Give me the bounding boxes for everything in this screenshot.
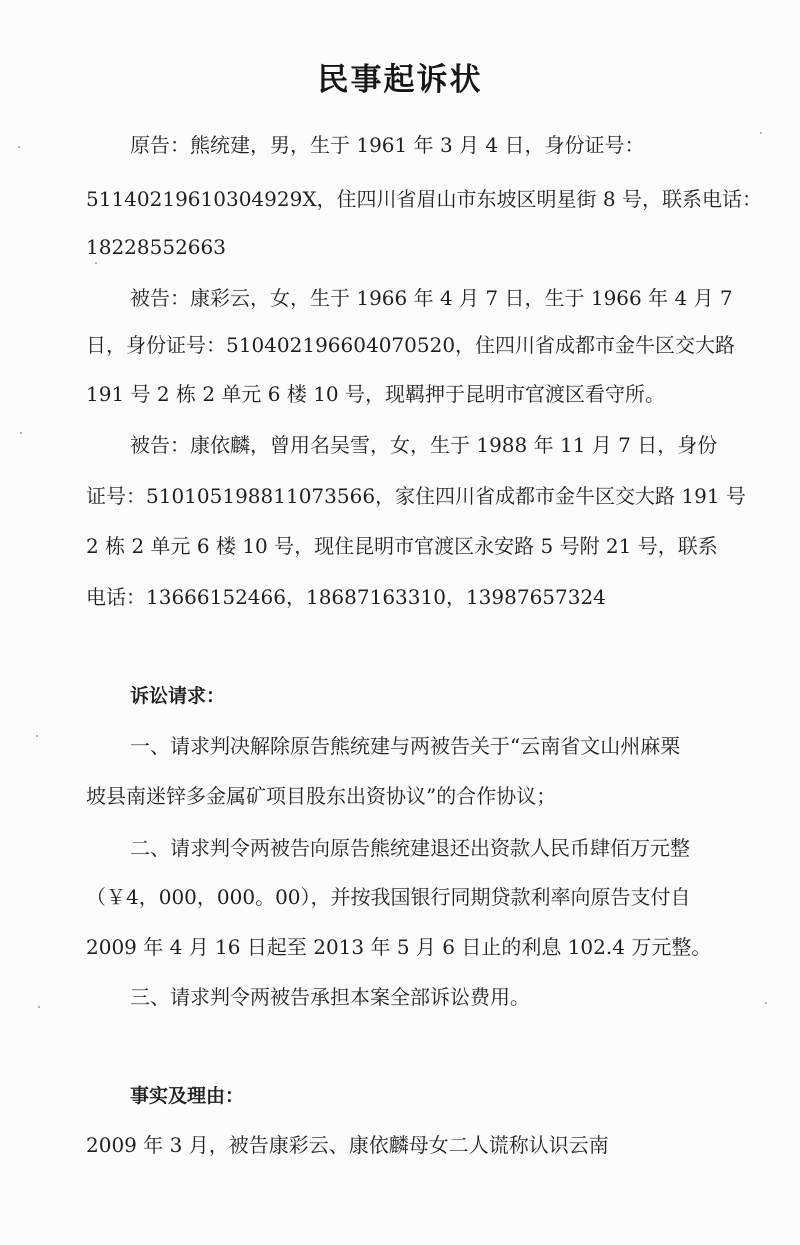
scan-speck [765,1002,767,1004]
defendant-1-line-1: 被告：康彩云，女，生于 1966 年 4 月 7 日，生于 1966 年 4 月 7 [130,286,733,310]
scan-speck [18,146,20,148]
claim-line: 二、请求判令两被告向原告熊统建退还出资款人民币肆佰万元整 [130,836,690,860]
scan-speck [760,132,762,134]
document-title: 民事起诉状 [317,62,483,98]
facts-heading: 事实及理由： [130,1085,245,1107]
defendant-1-line-3: 191 号 2 栋 2 单元 6 楼 10 号，现羁押于昆明市官渡区看守所。 [86,382,666,406]
defendant-2-line-4: 电话：13666152466，18687163310，13987657324 [86,585,606,609]
scan-speck [38,1006,40,1008]
defendant-2-line-3: 2 栋 2 单元 6 楼 10 号，现住昆明市官渡区永安路 5 号附 21 号，联系 [86,534,718,558]
scan-speck [36,735,38,737]
scan-speck [20,432,22,434]
defendant-1-line-2: 日，身份证号：510402196604070520，住四川省成都市金牛区交大路 [86,333,736,357]
facts-line: 2009 年 3 月，被告康彩云、康依麟母女二人谎称认识云南 [86,1133,609,1157]
plaintiff-line-2: 51140219610304929X，住四川省眉山市东坡区明星街 8 号，联系电话： [86,187,762,211]
claim-line: 一、请求判决解除原告熊统建与两被告关于“云南省文山州麻栗 [130,734,681,758]
claim-line: 2009 年 4 月 16 日起至 2013 年 5 月 6 日止的利息 102.4 万元整。 [86,935,712,959]
defendant-2-line-2: 证号：510105198811073566，家住四川省成都市金牛区交大路 191 号 [86,484,746,508]
plaintiff-line-3: 18228552663 [86,235,226,259]
claim-line: （￥4，000，000。00），并按我国银行同期贷款利率向原告支付自 [86,885,691,909]
defendant-2-line-1: 被告：康依麟，曾用名吴雪，女，生于 1988 年 11 月 7 日，身份 [130,433,718,457]
claim-line: 坡县南迷锌多金属矿项目股东出资协议”的合作协议； [86,784,557,808]
claim-line: 三、请求判令两被告承担本案全部诉讼费用。 [130,985,530,1009]
plaintiff-line-1: 原告：熊统建，男，生于 1961 年 3 月 4 日，身份证号： [130,133,645,157]
claims-heading: 诉讼请求： [130,685,226,707]
scan-speck [95,262,97,264]
